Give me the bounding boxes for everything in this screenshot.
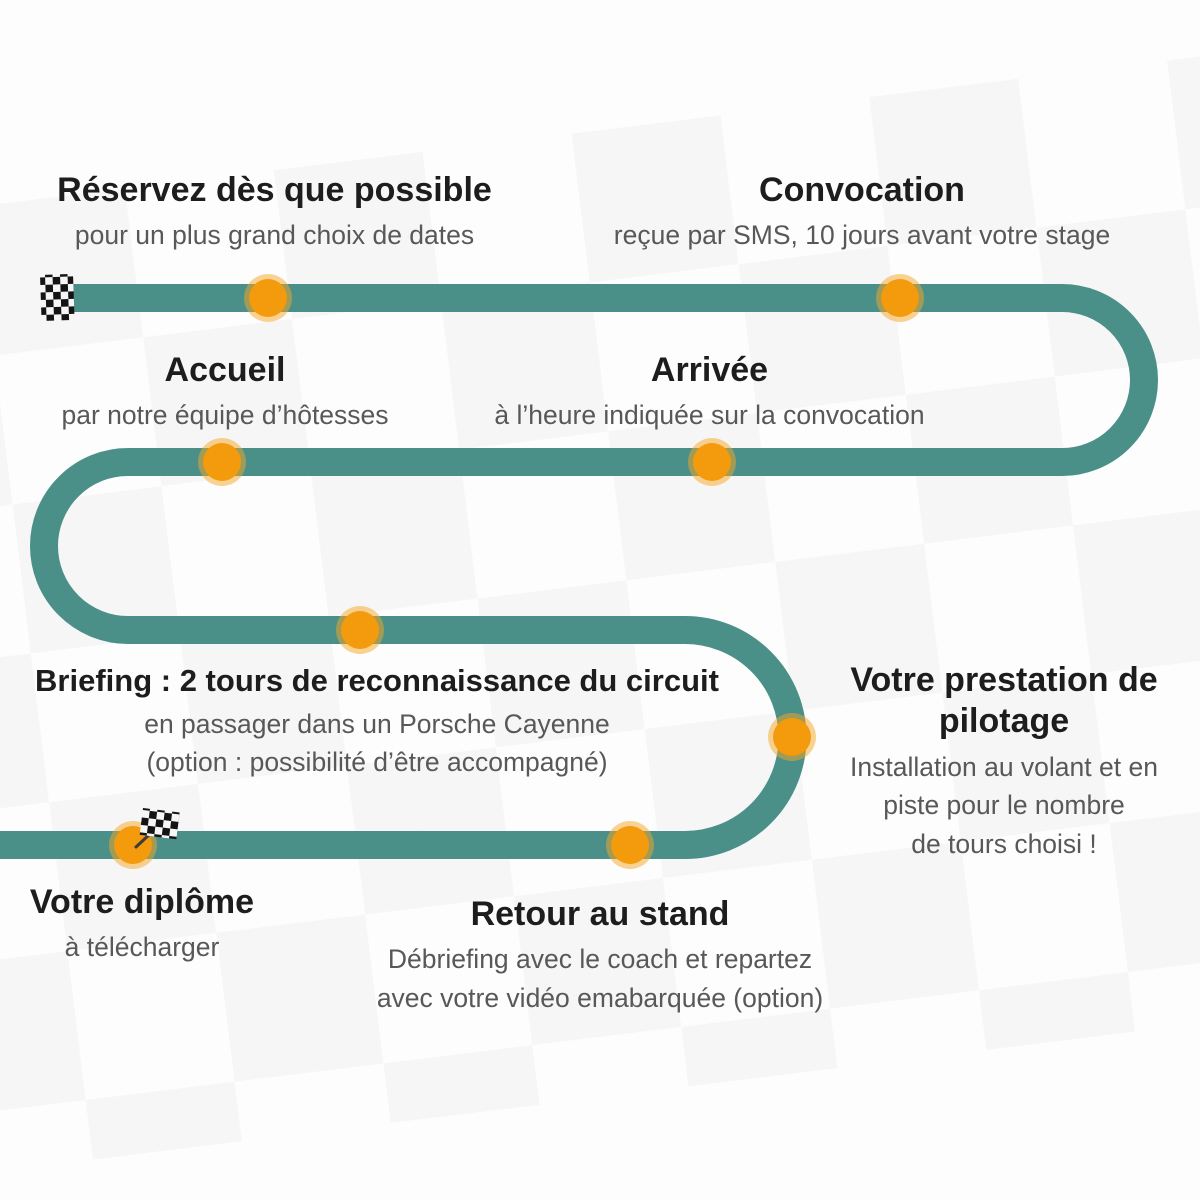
- step-arrivee: [462, 350, 957, 435]
- step-diplome-subtitle: à télécharger: [64, 932, 220, 963]
- step-retour-subtitle-1: Débriefing avec le coach et repartez: [387, 944, 813, 975]
- milestone-dot-retour: [606, 821, 654, 869]
- step-reserve-title: Réservez dès que possible: [57, 171, 492, 209]
- step-convocation-subtitle: reçue par SMS, 10 jours avant votre stage: [613, 220, 1111, 251]
- step-reserve: [32, 170, 517, 255]
- milestone-dot-briefing: [336, 606, 384, 654]
- step-convocation: [612, 170, 1112, 255]
- step-reserve-subtitle: pour un plus grand choix de dates: [74, 220, 475, 251]
- step-briefing-subtitle-1: en passager dans un Porsche Cayenne: [144, 708, 610, 739]
- milestone-dot-accueil: [198, 438, 246, 486]
- step-prestation-subtitle-3: de tours choisi !: [911, 828, 1097, 859]
- milestone-dot-convocation: [876, 274, 924, 322]
- step-briefing-subtitle-2: (option : possibilité d’être accompagné): [146, 747, 608, 778]
- milestone-dot-arrivee: [688, 438, 736, 486]
- step-arrivee-title: Arrivée: [650, 351, 769, 389]
- start-flag-icon: [40, 274, 75, 321]
- milestone-dot-reserve: [244, 274, 292, 322]
- step-prestation: [828, 660, 1180, 863]
- step-prestation-subtitle-1: Installation au volant et en: [850, 751, 1158, 782]
- step-briefing: [3, 662, 751, 782]
- step-diplome-title: Votre diplôme: [29, 883, 255, 921]
- step-accueil-title: Accueil: [164, 351, 286, 389]
- step-retour: [325, 894, 875, 1017]
- step-accueil-subtitle: par notre équipe d’hôtesses: [61, 400, 389, 431]
- step-briefing-title: Briefing : 2 tours de reconnaissance du circuit: [35, 663, 719, 698]
- step-diplome: [20, 882, 264, 967]
- step-accueil: [25, 350, 425, 435]
- step-retour-subtitle-2: avec votre vidéo emabarquée (option): [376, 982, 824, 1013]
- step-prestation-subtitle-2: piste pour le nombre: [883, 790, 1125, 821]
- step-retour-title: Retour au stand: [470, 895, 730, 933]
- step-convocation-title: Convocation: [759, 171, 965, 209]
- step-prestation-title-line1: Votre prestation de: [850, 661, 1158, 699]
- step-prestation-title-line2: pilotage: [938, 702, 1070, 741]
- milestone-dot-prestation: [768, 713, 816, 761]
- step-arrivee-subtitle: à l’heure indiquée sur la convocation: [494, 400, 925, 431]
